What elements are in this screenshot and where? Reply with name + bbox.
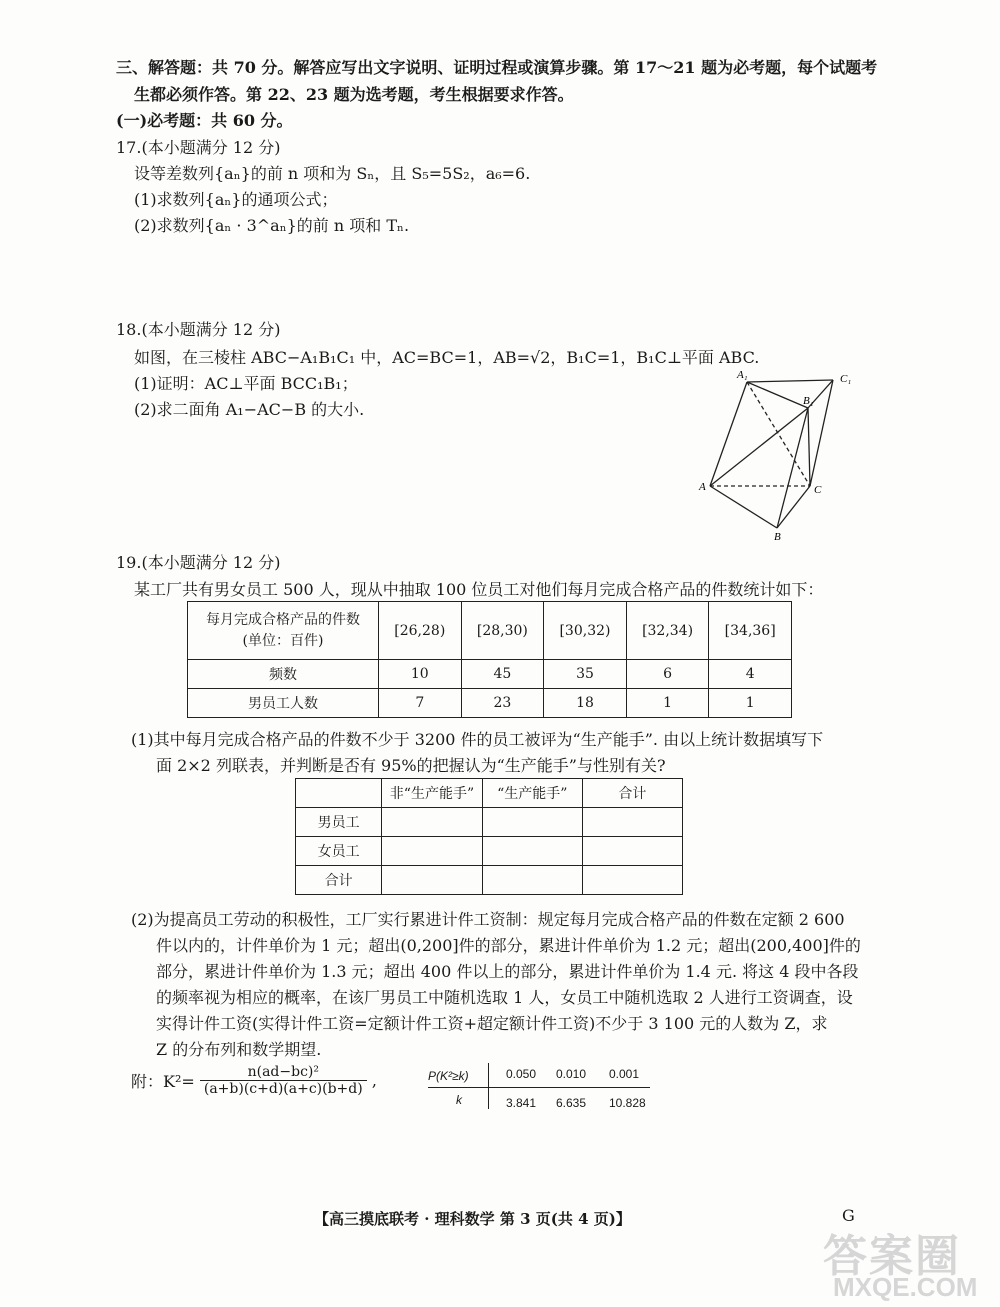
- label-a: A: [699, 481, 706, 493]
- corner-cell: [296, 779, 382, 808]
- q19-part2-line3: 部分，累进计件单价为 1.3 元；超出 400 件以上的部分，累进计件单价为 1.4 元. 将这 4 段中各段: [156, 962, 859, 981]
- empty-cell: [582, 837, 682, 866]
- row-header: 女员工: [296, 837, 382, 866]
- frequency-table: [187, 601, 792, 718]
- empty-cell: [582, 808, 682, 837]
- formula-prefix: 附：K²=: [131, 1072, 195, 1091]
- freq-cell: 6: [626, 660, 709, 689]
- edge-ab: [710, 486, 777, 528]
- label-b1: B₁: [803, 395, 814, 407]
- male-cell: 7: [379, 689, 462, 718]
- freq-label: 频数: [188, 660, 379, 689]
- prism-figure: [690, 360, 870, 545]
- label-c1: C₁: [840, 373, 852, 385]
- table-divider: [428, 1087, 650, 1088]
- range-cell: [34,36]: [709, 602, 792, 660]
- range-cell: [28,30): [461, 602, 544, 660]
- q19-part2-line5: 实得计件工资(实得计件工资=定额计件工资+超定额计件工资)不少于 3 100 元的人数为 Z，求: [156, 1014, 828, 1033]
- q17-part1: (1)求数列{aₙ}的通项公式；: [134, 190, 338, 209]
- row-header: 男员工: [296, 808, 382, 837]
- range-cell: [26,28): [379, 602, 462, 660]
- formula-denominator: (a+b)(c+d)(a+c)(b+d): [203, 1081, 363, 1097]
- col-header: “生产能手”: [482, 779, 582, 808]
- freq-cell: 35: [544, 660, 627, 689]
- section-instructions-line2: 生都必须作答。第 22、23 题为选考题，考生根据要求作答。: [134, 85, 574, 104]
- required-section-heading: (一)必考题：共 60 分。: [116, 111, 293, 130]
- formula-numerator: n(ad−bc)²: [200, 1064, 367, 1081]
- p-value: 0.050: [506, 1067, 537, 1081]
- q19-part2-line6: Z 的分布列和数学期望.: [156, 1040, 322, 1059]
- p-label: P(K²≥k): [428, 1069, 469, 1083]
- critical-value-table: [428, 1063, 653, 1113]
- label-b: B: [774, 531, 781, 543]
- empty-cell: [482, 866, 582, 895]
- k-value: 6.635: [556, 1096, 587, 1110]
- q18-stem: 如图，在三棱柱 ABC−A₁B₁C₁ 中，AC=BC=1，AB=√2，B₁C=1，B₁C⊥平面 ABC.: [134, 348, 760, 367]
- male-cell: 1: [709, 689, 792, 718]
- table-row: [296, 779, 683, 808]
- contingency-table: [295, 778, 683, 895]
- formula-fraction: [200, 1064, 367, 1097]
- table-row: [296, 808, 683, 837]
- q19-header: 19.(本小题满分 12 分): [116, 553, 281, 572]
- empty-cell: [382, 808, 482, 837]
- empty-cell: [382, 866, 482, 895]
- q19-part2-line1: (2)为提高员工劳动的积极性，工厂实行累进计件工资制：规定每月完成合格产品的件数在定额 2 600: [131, 910, 845, 929]
- k2-formula: 附：K²= $\frac{\text{n(ad−bc)²}}{(a+b)(c+d)(a+c)(b+d)}$ ,: [131, 1064, 377, 1097]
- edge-a1c: [747, 382, 810, 486]
- q19-stem: 某工厂共有男女员工 500 人，现从中抽取 100 位员工对他们每月完成合格产品的件数统计如下：: [134, 580, 824, 599]
- table-row: [296, 837, 683, 866]
- edge-ab1: [710, 408, 808, 486]
- freq-cell: 45: [461, 660, 544, 689]
- empty-cell: [582, 866, 682, 895]
- table-row: [188, 660, 792, 689]
- watermark-site: MXQE.COM: [833, 1272, 978, 1302]
- range-cell: [30,32): [544, 602, 627, 660]
- table-row: [296, 866, 683, 895]
- col-header: 非“生产能手”: [382, 779, 482, 808]
- q19-part2-line2: 件以内的，计件单价为 1 元；超出(0,200]件的部分，累进计件单价为 1.2 元；超出(200,400]件的: [156, 936, 861, 955]
- k-value: 3.841: [506, 1096, 537, 1110]
- header-cell: [188, 602, 379, 660]
- freq-cell: 4: [709, 660, 792, 689]
- row-header: 合计: [296, 866, 382, 895]
- empty-cell: [482, 837, 582, 866]
- q17-part2: (2)求数列{aₙ · 3^aₙ}的前 n 项和 Tₙ.: [134, 216, 410, 235]
- q17-header: 17.(本小题满分 12 分): [116, 138, 281, 157]
- table-divider: [488, 1063, 489, 1109]
- edge-a1a: [710, 382, 747, 486]
- q18-part2: (2)求二面角 A₁−AC−B 的大小.: [134, 400, 365, 419]
- paper-code: G: [842, 1206, 855, 1225]
- p-value: 0.001: [609, 1067, 640, 1081]
- label-a1: A₁: [737, 369, 748, 381]
- male-cell: 18: [544, 689, 627, 718]
- edge-b1c: [808, 408, 810, 486]
- q18-header: 18.(本小题满分 12 分): [116, 320, 281, 339]
- table-row: [188, 602, 792, 660]
- k-label: k: [456, 1093, 462, 1107]
- male-cell: 23: [461, 689, 544, 718]
- empty-cell: [382, 837, 482, 866]
- q19-part1-line1: (1)其中每月完成合格产品的件数不少于 3200 件的员工被评为“生产能手”. 由以上统计数据填写下: [131, 730, 824, 749]
- male-cell: 1: [626, 689, 709, 718]
- header-line1: 每月完成合格产品的件数: [206, 611, 360, 628]
- header-line2: (单位：百件): [242, 632, 324, 649]
- range-cell: [32,34): [626, 602, 709, 660]
- watermark-logo: 答案圈: [823, 1232, 961, 1281]
- p-value: 0.010: [556, 1067, 587, 1081]
- table-row: [188, 689, 792, 718]
- q19-part2-line4: 的频率视为相应的概率，在该厂男员工中随机选取 1 人，女员工中随机选取 2 人进行工资调查，设: [156, 988, 853, 1007]
- male-label: 男员工人数: [188, 689, 379, 718]
- edge-b1b: [777, 408, 808, 528]
- k-value: 10.828: [609, 1096, 646, 1110]
- q18-part1: (1)证明：AC⊥平面 BCC₁B₁；: [134, 374, 358, 393]
- col-header: 合计: [582, 779, 682, 808]
- page-footer: 【高三摸底联考 · 理科数学 第 3 页(共 4 页)】: [314, 1210, 631, 1228]
- q19-part1-line2: 面 2×2 列联表，并判断是否有 95%的把握认为“生产能手”与性别有关?: [156, 756, 666, 775]
- label-c: C: [814, 484, 822, 496]
- section-instructions-line1: 三、解答题：共 70 分。解答应写出文字说明、证明过程或演算步骤。第 17～21 题为必考题，每个试题考: [116, 58, 878, 77]
- empty-cell: [482, 808, 582, 837]
- freq-cell: 10: [379, 660, 462, 689]
- q17-stem: 设等差数列{aₙ}的前 n 项和为 Sₙ，且 S₅=5S₂，a₆=6.: [134, 164, 531, 183]
- edge-a1c1: [747, 380, 833, 382]
- edge-a1b1: [747, 382, 808, 408]
